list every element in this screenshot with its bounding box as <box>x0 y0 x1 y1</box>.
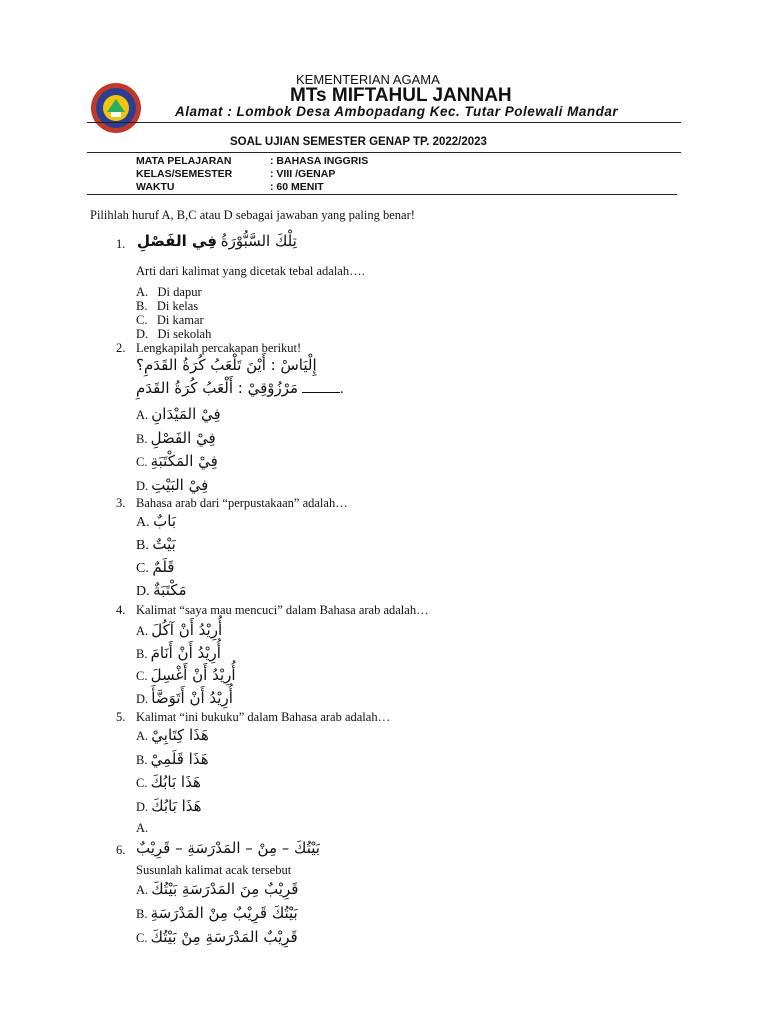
option-b: B. Di kelas <box>136 299 199 313</box>
option-arabic: هَذَا بَابُكَ <box>151 797 202 815</box>
option-a: A. Di dapur <box>136 285 202 299</box>
question-text: Susunlah kalimat acak tersebut <box>136 863 292 877</box>
option-a <box>136 405 221 423</box>
option-letter: D. <box>136 479 149 493</box>
option-arabic: قَرِيْبٌ مِنَ المَدْرَسَةِ بَيْتُكَ <box>151 880 299 898</box>
option-arabic: فِيْ المَيْدَانِ <box>151 405 221 423</box>
option-letter: C. <box>136 561 149 576</box>
question-number: 2. <box>116 341 126 355</box>
option-arabic: فِيْ البَيْتِ <box>151 476 209 494</box>
option-a <box>136 621 222 639</box>
option-arabic: بَابٌ <box>153 512 176 530</box>
info-label-class: KELAS/SEMESTER <box>136 168 233 180</box>
option-arabic: فِيْ المَكْتَبَةِ <box>150 452 218 470</box>
option-letter: C. <box>136 455 148 469</box>
option-c <box>136 773 201 791</box>
info-label-time: WAKTU <box>136 181 175 193</box>
option-letter: C. <box>136 669 148 683</box>
info-value-time: : 60 MENIT <box>270 181 324 193</box>
q6-jumbled-words: بَيْتُكَ – مِنْ – المَدْرَسَةِ – قَرِيْبٌ <box>136 839 320 857</box>
q1-arabic-sentence <box>137 232 297 251</box>
option-c <box>136 558 174 577</box>
exam-title-divider <box>87 152 681 153</box>
option-letter: A. <box>136 729 149 743</box>
info-divider <box>87 194 677 195</box>
option-c <box>136 928 298 946</box>
option-arabic: فِيْ الفَصْلِ <box>150 429 216 447</box>
option-arabic: هَذَا كِتَابِيْ <box>151 726 209 744</box>
option-b <box>136 644 221 662</box>
q2-line-2-end: . <box>339 381 344 397</box>
option-d <box>136 581 187 600</box>
option-c: C. Di kamar <box>136 313 204 327</box>
q1-arabic-bold: فِي الفَصْلِ <box>137 232 217 250</box>
question-number: 1. <box>116 237 126 251</box>
option-c <box>136 452 218 470</box>
option-d <box>136 797 202 815</box>
instruction-text: Pilihlah huruf A, B,C atau D sebagai jawaban yang paling benar! <box>90 208 415 222</box>
school-logo <box>90 82 142 134</box>
option-arabic: بَيْتٌ <box>152 535 176 553</box>
option-letter: B. <box>136 538 149 553</box>
option-arabic: مَكْتَبَةٌ <box>153 581 187 599</box>
option-letter: B. <box>136 907 148 921</box>
option-letter: B. <box>136 647 148 661</box>
option-letter: D. <box>136 692 149 706</box>
q1-arabic-plain: تِلْكَ السَّبُّوْرَةُ <box>220 232 297 250</box>
info-label-subject: MATA PELAJARAN <box>136 155 232 167</box>
option-d: D. Di sekolah <box>136 327 212 341</box>
option-letter: A. <box>136 883 149 897</box>
question-text: Arti dari kalimat yang dicetak tebal adalah…. <box>136 264 365 278</box>
option-b <box>136 904 298 922</box>
option-arabic: بَيْتُكَ قَرِيْبٌ مِنْ المَدْرَسَةِ <box>150 904 298 922</box>
option-a <box>136 880 298 898</box>
trailing-option-label: A. <box>136 821 149 835</box>
option-letter: A. <box>136 515 150 530</box>
option-a <box>136 512 176 531</box>
option-letter: C. <box>136 931 148 945</box>
question-number: 5. <box>116 710 126 724</box>
option-letter: A. <box>136 624 149 638</box>
info-value-subject: : BAHASA INGGRIS <box>270 155 369 167</box>
option-letter: D. <box>136 584 150 599</box>
option-b <box>136 535 176 554</box>
option-c <box>136 666 236 684</box>
option-a <box>136 726 209 744</box>
q2-dialogue-line-1: إِلْيَاسْ : أَيْنَ تَلْعَبُ كُرَةُ القَدَمِ؟ <box>136 356 317 374</box>
option-letter: B. <box>136 753 148 767</box>
question-text: Lengkapilah percakapan berikut! <box>136 341 302 355</box>
option-b <box>136 750 209 768</box>
answer-blank <box>302 382 340 393</box>
option-arabic: أُرِيْدُ أَنْ أَغْسِلَ <box>150 666 236 684</box>
option-d <box>136 476 208 494</box>
school-address: Alamat : Lombok Desa Ambopadang Kec. Tutar Polewali Mandar <box>175 104 619 119</box>
question-text: Kalimat “saya mau mencuci” dalam Bahasa arab adalah… <box>136 603 429 617</box>
option-arabic: هَذَا بَابُكَ <box>150 773 201 791</box>
question-text: Kalimat “ini bukuku” dalam Bahasa arab adalah… <box>136 710 391 724</box>
option-letter: B. <box>136 432 148 446</box>
ministry-title: KEMENTERIAN AGAMA <box>296 72 440 87</box>
q2-line-2-text: مَرْزُوْقِيْ : أَلْعَبُ كُرَةُ القَدَمِ <box>136 379 299 397</box>
option-d <box>136 689 233 707</box>
option-arabic: قَلَمٌ <box>152 558 175 576</box>
option-letter: C. <box>136 776 148 790</box>
exam-title: SOAL UJIAN SEMESTER GENAP TP. 2022/2023 <box>230 136 487 148</box>
option-letter: A. <box>136 408 149 422</box>
option-b <box>136 429 216 447</box>
info-value-class: : VIII /GENAP <box>270 168 336 180</box>
option-arabic: أُرِيْدُ أَنْ آكُلَ <box>151 621 223 639</box>
school-name: MTs MIFTAHUL JANNAH <box>290 85 512 106</box>
option-letter: D. <box>136 800 149 814</box>
question-text: Bahasa arab dari “perpustakaan” adalah… <box>136 496 348 510</box>
option-arabic: أُرِيْدُ أَنْ أَنَامَ <box>150 644 221 662</box>
option-arabic: أُرِيْدُ أَنْ أَتَوَضَّأَ <box>151 689 233 707</box>
question-number: 3. <box>116 496 126 510</box>
question-number: 6. <box>116 843 126 857</box>
question-number: 4. <box>116 603 126 617</box>
option-arabic: قَرِيْبٌ المَدْرَسَةِ مِنْ بَيْتُكَ <box>150 928 298 946</box>
option-arabic: هَذَا قَلَمِيْ <box>150 750 209 768</box>
q2-dialogue-line-2 <box>136 379 344 398</box>
header-divider <box>87 122 681 123</box>
